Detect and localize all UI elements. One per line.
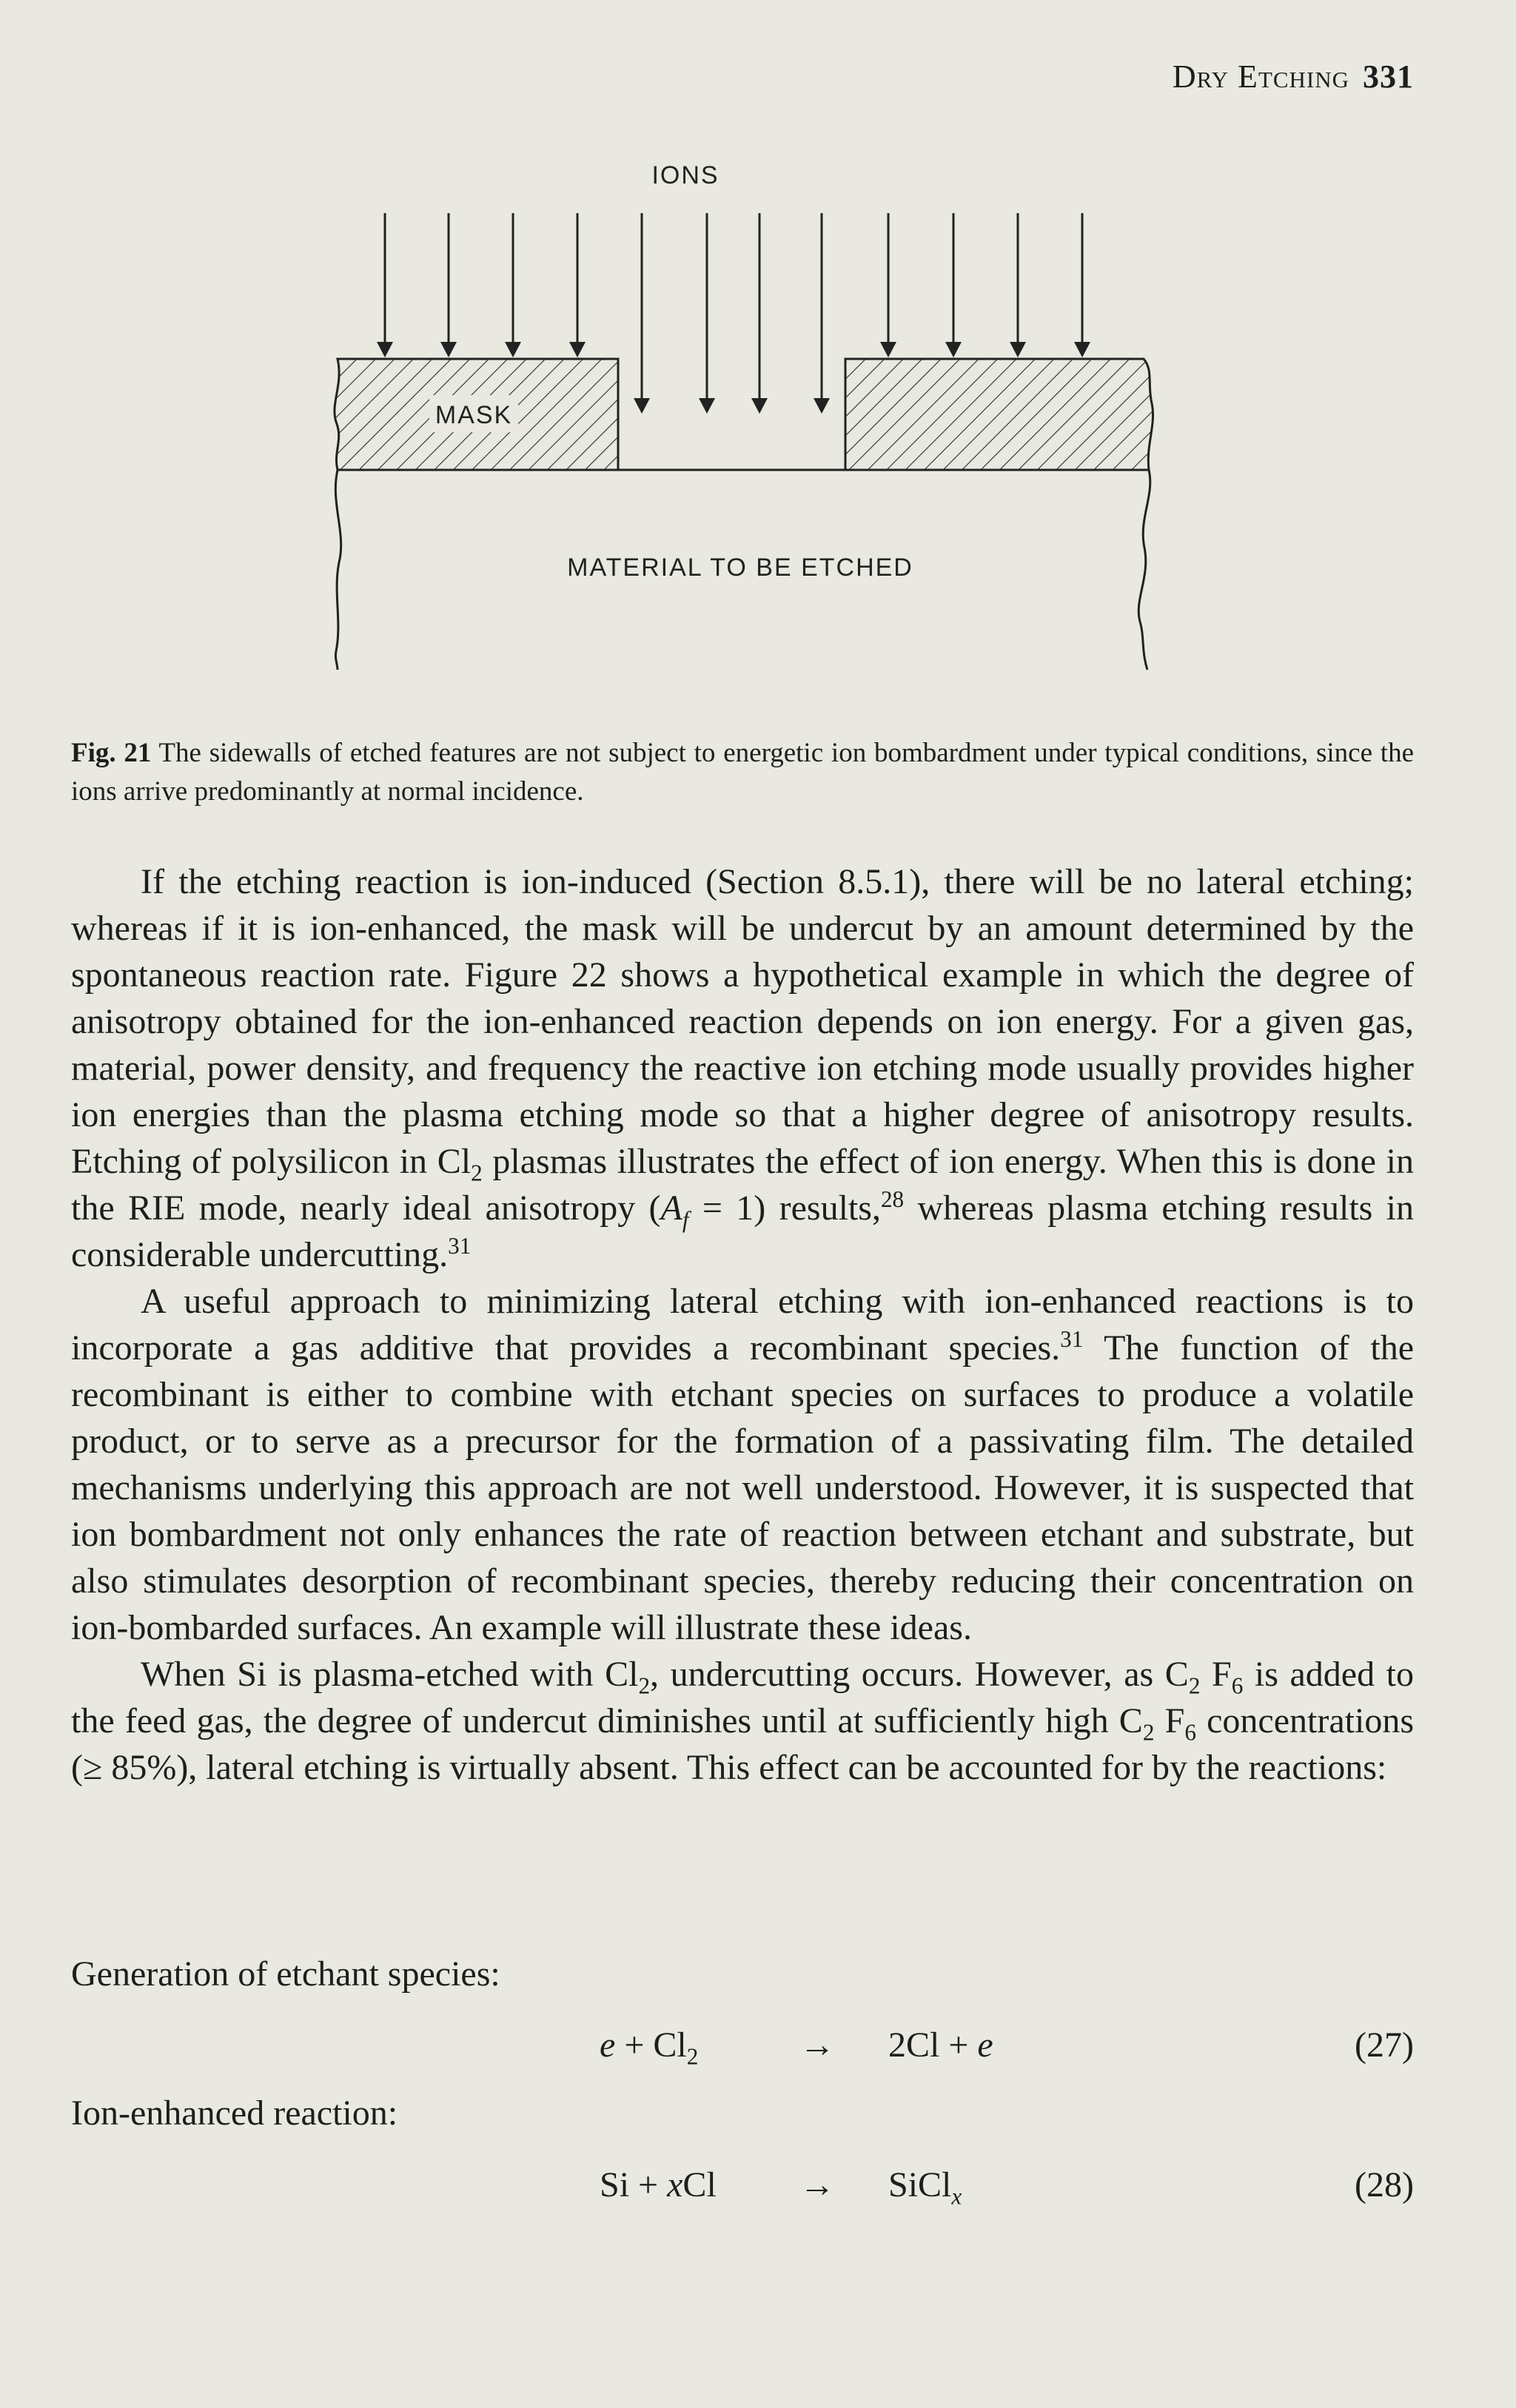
- equation-label-etchant: Generation of etchant species:: [71, 1954, 500, 1994]
- mask-right: [845, 359, 1153, 470]
- equation-28-arrow: →: [799, 2165, 835, 2204]
- figure-caption: [71, 734, 1414, 811]
- ion-arrows-right: [880, 213, 1090, 357]
- equation-27-number: (27): [1355, 2025, 1414, 2065]
- caption-label: Fig. 21: [71, 738, 152, 768]
- running-header: [1173, 58, 1414, 95]
- paragraph-1: If the etching reaction is ion-induced (Section 8.5.1), there will be no lateral etching; whereas if it is ion-enhanced, the mask will be undercut by an amount determined by the spontaneous reaction rate. Figure 22 shows a hypothetical example in which the degree of anisotropy obtained for the ion-enhanced reaction depends on ion energy. For a given gas, material, power density, and frequency the reactive ion etching mode usually provides higher ion energies than the plasma etching mode so that a higher degree of anisotropy results. Etching of polysilicon in $Cl_2$ plasmas illustrates the effect of ion energy. When this is done in the RIE mode, nearly ideal anisotropy $(A_f = 1)$ results,$^{28}$ whereas plasma etching results in considerable undercutting.$^{31}$: [71, 862, 1415, 1274]
- material-label: MATERIAL TO BE ETCHED: [567, 554, 913, 582]
- equation-label-ion-enhanced: Ion-enhanced reaction:: [71, 2093, 398, 2133]
- ions-label: IONS: [651, 161, 720, 189]
- equation-28-number: (28): [1355, 2165, 1414, 2204]
- ion-arrows-left: [377, 213, 586, 357]
- equation-28-rhs: SiCl$_x$: [888, 2165, 962, 2210]
- figure-21-diagram: [303, 148, 1192, 696]
- mask-label: MASK: [435, 401, 513, 429]
- paragraph-3: When Si is plasma-etched with $Cl_2$, undercutting occurs. However, as $C_2$ $F_6$ is added to the feed gas, the degree of undercut diminishes until at sufficiently high $C_2$ $F_6$ concentrations (≥ 85%), lateral etching is virtually absent. This effect can be accounted for by the reactions:: [71, 1655, 1414, 1787]
- caption-text: The sidewalls of etched features are not subject to energetic ion bombardment under typical conditions, since the ions arrive predominantly at normal incidence.: [71, 738, 1414, 807]
- page-number: 331: [1363, 58, 1414, 95]
- running-header-title: Dry Etching: [1172, 58, 1349, 95]
- material-substrate: [335, 470, 1150, 670]
- paragraph-2: A useful approach to minimizing lateral etching with ion-enhanced reactions is to incorporate a gas additive that provides a recombinant species.$^{31}$ The function of the recombinant is either to combine with etchant species on surfaces to produce a volatile product, or to serve as a precursor for the formation of a passivating film. The detailed mechanisms underlying this approach are not well understood. However, it is suspected that ion bombardment not only enhances the rate of reaction between etchant and substrate, but also stimulates desorption of recombinant species, thereby reducing their concentration on ion-bombarded surfaces. An example will illustrate these ideas.: [71, 1282, 1415, 1647]
- body-text: [71, 858, 1414, 1791]
- equation-27-lhs: $e + Cl_2$: [600, 2025, 699, 2070]
- ion-arrows-center: [634, 213, 830, 414]
- mask-left: [335, 359, 618, 470]
- equation-27-rhs: 2Cl + e: [888, 2025, 993, 2065]
- equation-27-arrow: →: [799, 2025, 835, 2065]
- equation-28-lhs: Si + xCl: [600, 2165, 717, 2204]
